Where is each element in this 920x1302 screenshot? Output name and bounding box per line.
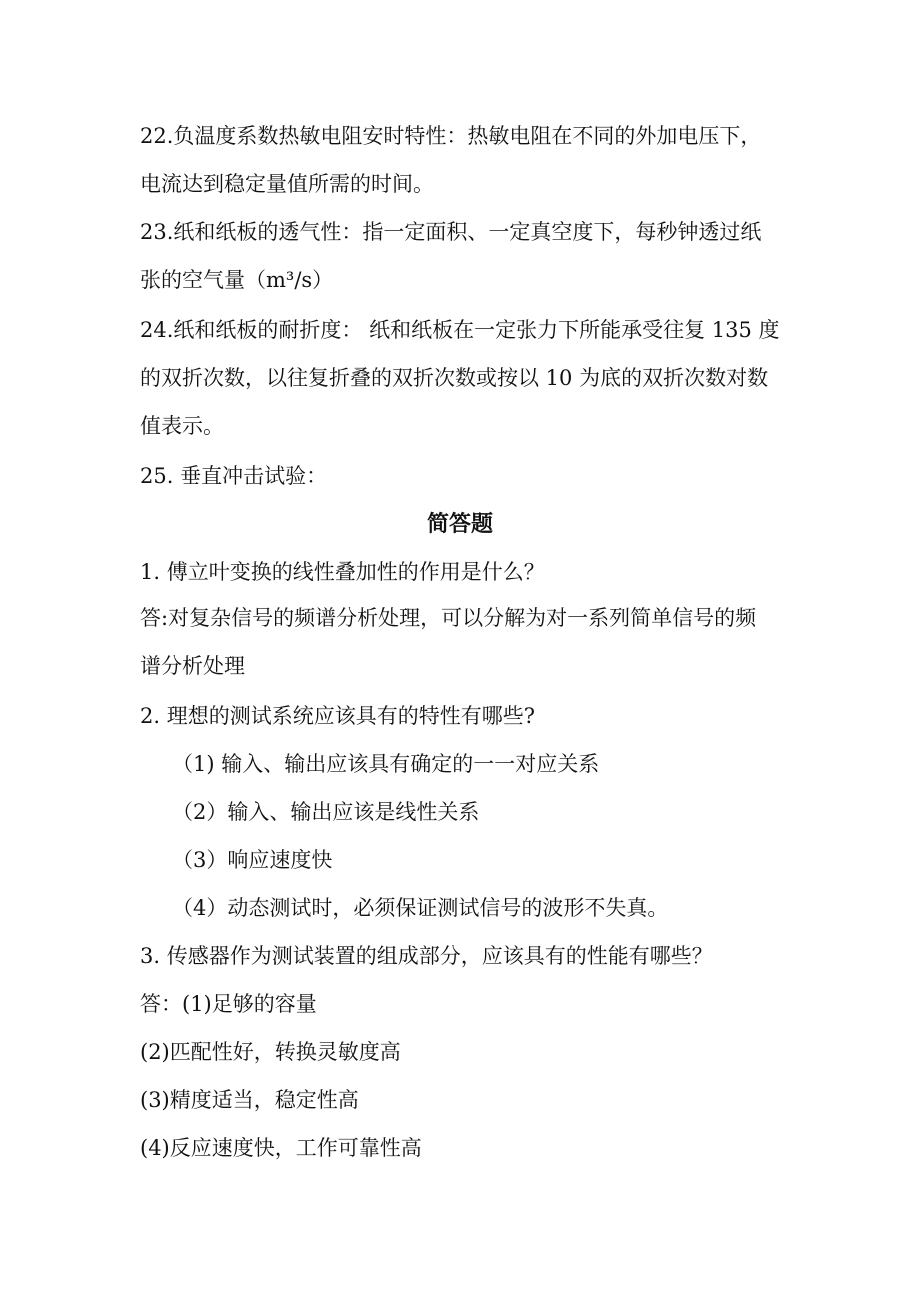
answer-1-line-1: 答:对复杂信号的频谱分析处理，可以分解为对一系列简单信号的频 (140, 606, 757, 630)
answer-2-item-3: （3）响应速度快 (172, 848, 333, 872)
answer-2-item-4: （4）动态测试时，必须保证测试信号的波形不失真。 (172, 896, 669, 920)
question-3: 3. 传感器作为测试装置的组成部分，应该具有的性能有哪些？ (140, 944, 713, 968)
answer-2-item-2: （2）输入、输出应该是线性关系 (172, 800, 480, 824)
answer-3-item-1: 答：(1)足够的容量 (140, 992, 317, 1016)
answer-3-item-2: (2)匹配性好，转换灵敏度高 (140, 1040, 401, 1064)
answer-3-item-4: (4)反应速度快，工作可靠性高 (140, 1136, 422, 1160)
definition-23-line-2: 张的空气量（m³/s） (140, 268, 334, 292)
definition-22-line-2: 电流达到稳定量值所需的时间。 (140, 172, 434, 196)
answer-2-item-1: （1) 输入、输出应该具有确定的一一对应关系 (172, 752, 600, 776)
definition-23-line-1: 23.纸和纸板的透气性：指一定面积、一定真空度下，每秒钟透过纸 (140, 220, 762, 244)
question-1: 1. 傅立叶变换的线性叠加性的作用是什么？ (140, 560, 545, 584)
definition-24-line-1: 24.纸和纸板的耐折度： 纸和纸板在一定张力下所能承受往复 135 度 (140, 318, 780, 342)
definition-24-line-2: 的双折次数，以往复折叠的双折次数或按以 10 为底的双折次数对数 (140, 366, 769, 390)
definition-24-line-3: 值表示。 (140, 414, 224, 438)
section-title: 简答题 (426, 511, 493, 537)
definition-22-line-1: 22.负温度系数热敏电阻安时特性：热敏电阻在不同的外加电压下， (140, 124, 762, 148)
question-2: 2. 理想的测试系统应该具有的特性有哪些? (140, 704, 535, 728)
answer-1-line-2: 谱分析处理 (140, 654, 245, 678)
answer-3-item-3: (3)精度适当，稳定性高 (140, 1088, 359, 1112)
definition-25-line-1: 25. 垂直冲击试验： (140, 464, 328, 488)
